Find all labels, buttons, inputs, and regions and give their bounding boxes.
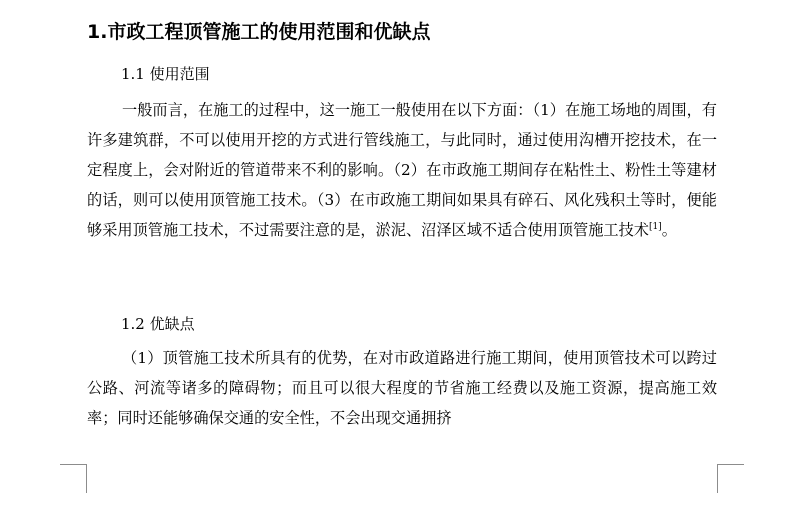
paragraph-pros-cons <box>87 343 717 433</box>
page-margin-corner-left <box>60 464 87 493</box>
paragraph-scope-text: 一般而言，在施工的过程中，这一施工一般使用在以下方面：（1）在施工场地的周围，有许多建筑群，不可以使用开挖的方式进行管线施工，与此同时，通过使用沟槽开挖技术，在一定程度上，会对附近的管道带来不利的影响。（2）在市政施工期间存在粘性土、粉性土等建材的话，则可以使用顶管施工技术。（3）在市政施工期间如果具有碎石、风化残积土等时，便能够采用顶管施工技术，不过需要注意的是，淤泥、沼泽区域不适合使用顶管施工技术 <box>87 101 717 239</box>
paragraph-pros-cons-text: （1）顶管施工技术所具有的优势，在对市政道路进行施工期间，使用顶管技术可以跨过公路、河流等诸多的障碍物；而且可以很大程度的节省施工经费以及施工资源，提高施工效率；同时还能够确保交通的安全性，不会出现交通拥挤 <box>87 349 717 427</box>
paragraph-scope <box>87 95 717 245</box>
section-heading: 1.市政工程顶管施工的使用范围和优缺点 <box>87 21 431 43</box>
page-margin-corner-right <box>717 464 744 493</box>
subsection-heading-pros-cons: 1.2 优缺点 <box>121 315 195 333</box>
citation-marker: [1] <box>648 221 662 232</box>
paragraph-scope-ending: 。 <box>661 221 677 239</box>
subsection-heading-scope: 1.1 使用范围 <box>121 65 210 83</box>
